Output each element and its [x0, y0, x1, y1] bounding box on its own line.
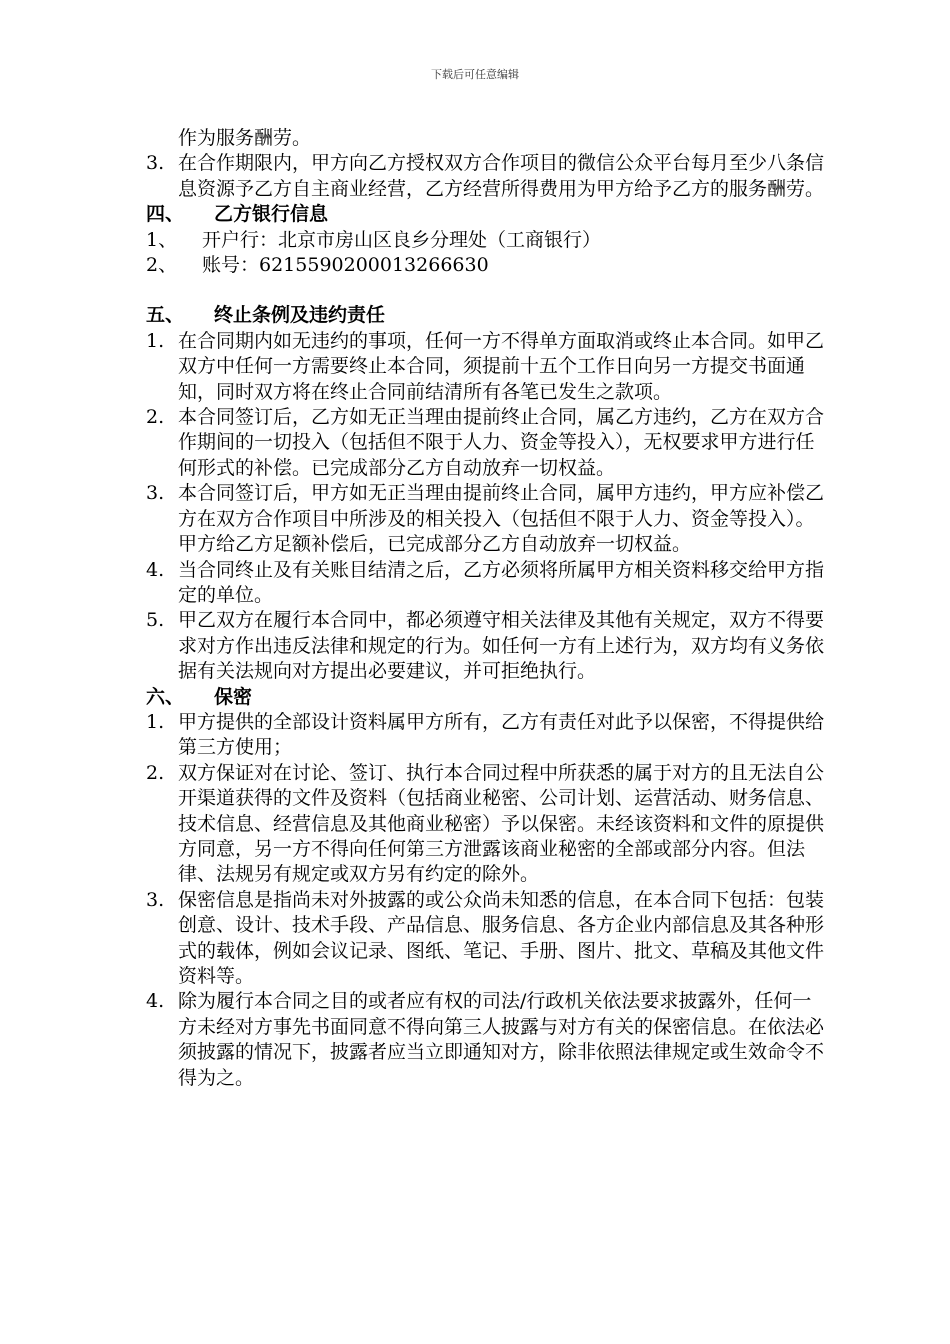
list-item	[146, 888, 826, 990]
item-text: 开户行：北京市房山区良乡分理处（工商银行）	[202, 228, 602, 251]
section-title: 保密	[214, 685, 253, 708]
document-body	[146, 126, 826, 1091]
item-number: 2.	[146, 406, 165, 429]
item-text: 本合同签订后，甲方如无正当理由提前终止合同，属甲方违约，甲方应补偿乙方在双方合作项目中所涉及的相关投入（包括但不限于人力、资金等投入）。甲方给乙方足额补偿后，已完成部分乙方自动放弃一切权益。	[178, 482, 825, 556]
bank-item	[146, 228, 826, 253]
section-heading	[146, 303, 826, 328]
section-heading	[146, 685, 826, 710]
list-item	[146, 481, 826, 557]
item-text: 本合同签订后，乙方如无正当理由提前终止合同，属乙方违约，乙方在双方合作期间的一切投入（包括但不限于人力、资金等投入），无权要求甲方进行任何形式的补偿。已完成部分乙方自动放弃一切权益。	[178, 406, 825, 479]
item-text: 双方保证对在讨论、签订、执行本合同过程中所获悉的属于对方的且无法自公开渠道获得的文件及资料（包括商业秘密、公司计划、运营活动、财务信息、技术信息、经营信息及其他商业秘密）予以保密。未经该资料和文件的原提供方同意，另一方不得向任何第三方泄露该商业秘密的全部或部分内容。但法律、法规另有规定或双方另有约定的除外。	[178, 761, 825, 886]
item-text: 甲乙双方在履行本合同中，都必须遵守相关法律及其他有关规定，双方不得要求对方作出违反法律和规定的行为。如任何一方有上述行为，双方均有义务依据有关法规向对方提出必要建议，并可拒绝执行。	[178, 609, 825, 683]
list-item	[146, 761, 826, 888]
item-number: 1.	[146, 329, 165, 352]
list-item	[146, 608, 826, 684]
item-number: 2.	[146, 761, 165, 784]
item-number: 4.	[146, 990, 165, 1013]
item-number: 4.	[146, 558, 165, 581]
item-number: 1、	[146, 228, 178, 251]
item-text: 除为履行本合同之目的或者应有权的司法/行政机关依法要求披露外，任何一方未经对方事先书面同意不得向第三人披露与对方有关的保密信息。在依法必须披露的情况下，披露者应当立即通知对方，除非依照法律规定或生效命令不得为之。	[178, 990, 825, 1089]
item-number: 3.	[146, 152, 165, 175]
list-item	[146, 151, 826, 202]
section-heading	[146, 202, 826, 227]
item-text: 保密信息是指尚未对外披露的或公众尚未知悉的信息，在本合同下包括：包装创意、设计、技术手段、产品信息、服务信息、各方企业内部信息及其各种形式的载体，例如会议记录、图纸、笔记、手册、图片、批文、草稿及其他文件资料等。	[178, 888, 825, 987]
item-text: 当合同终止及有关账目结清之后，乙方必须将所属甲方相关资料移交给甲方指定的单位。	[178, 558, 825, 606]
item-number: 2、	[146, 254, 178, 277]
list-item	[146, 710, 826, 761]
item-text: 账号：6215590200013266630	[202, 254, 489, 277]
continuation-text: 作为服务酬劳。	[178, 127, 312, 149]
list-item	[146, 558, 826, 609]
page-header: 下载后可任意编辑	[431, 68, 519, 81]
section-number: 四、	[146, 203, 185, 226]
item-number: 3.	[146, 888, 165, 911]
item-number: 5.	[146, 609, 165, 632]
item-number: 1.	[146, 710, 165, 733]
list-item	[146, 405, 826, 481]
section-title: 乙方银行信息	[214, 203, 329, 226]
item-text: 在合作期限内，甲方向乙方授权双方合作项目的微信公众平台每月至少八条信息资源予乙方自主商业经营，乙方经营所得费用为甲方给予乙方的服务酬劳。	[178, 152, 825, 200]
list-item	[146, 989, 826, 1091]
section-number: 六、	[146, 685, 185, 708]
item-number: 3.	[146, 482, 165, 505]
item-text: 甲方提供的全部设计资料属甲方所有，乙方有责任对此予以保密，不得提供给第三方使用；	[178, 710, 825, 759]
list-item	[146, 329, 826, 405]
section-title: 终止条例及违约责任	[214, 304, 386, 327]
item-text: 在合同期内如无违约的事项，任何一方不得单方面取消或终止本合同。如甲乙双方中任何一方需要终止本合同，须提前十五个工作日向另一方提交书面通知，同时双方将在终止合同前结清所有各笔已发生之款项。	[178, 329, 825, 403]
bank-item	[146, 253, 826, 278]
section-number: 五、	[146, 304, 185, 327]
